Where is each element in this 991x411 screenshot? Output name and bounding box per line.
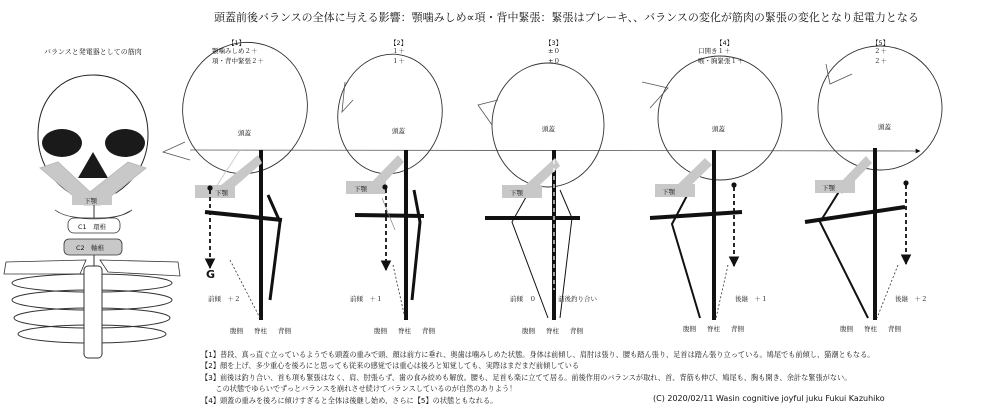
panel-4-id: 【4】 <box>716 39 734 47</box>
panel-5-line2: ２＋ <box>874 57 887 65</box>
panel-2-ventral: 腹側 <box>374 327 387 335</box>
panel-5-jaw: 下顎 <box>822 184 835 192</box>
panel-2-figure <box>328 46 451 320</box>
panel-3-balance: 前傾 ０ <box>510 295 536 303</box>
panel-4-skull: 頭蓋 <box>712 125 725 133</box>
panel-4-dorsal: 背側 <box>731 325 744 333</box>
side-caption: バランスと発電器としての筋肉 <box>44 48 142 56</box>
note-2: 【2】顔を上げ、多少重心を後ろにと思っても従来の感覚では重心は後ろと知覚しても、実際はまだまだ前傾している <box>201 361 580 370</box>
note-3: 【3】前後は釣り合い、首も項も緊張はなく、肩、肘張らず、歯の食み絞めも解放。腰も、足首も楽に立てて居る。前後作用のバランスが取れ、首、背筋も伸び、鳩尾も、胸も開き、余計な緊張がない。 <box>201 373 852 382</box>
c1-label: C1 環椎 <box>78 223 107 231</box>
panel-2-line1: １＋ <box>392 47 405 55</box>
panel-1-id: 【1】 <box>228 39 246 47</box>
panel-3-balance2: 前後釣り合い <box>558 295 597 303</box>
right-clavicle <box>100 260 180 276</box>
note-4: この状態でゆらいでずっとバランスを崩れさせ続けてバランスしているのが自然のありよう！ <box>201 384 517 393</box>
panel-1-jaw: 下顎 <box>215 189 228 197</box>
panel-4-ventral: 腹側 <box>683 325 696 333</box>
left-eye-socket <box>42 129 82 157</box>
skeleton-figure <box>4 75 180 358</box>
panel-1-balance: 前傾 ＋２ <box>208 295 241 303</box>
panel-5-ventral: 腹側 <box>840 325 853 333</box>
panel-2-spine: 脊柱 <box>398 327 411 335</box>
panel-1-line1: 顎噛みしめ２＋ <box>212 47 258 55</box>
panel-2-skull: 頭蓋 <box>392 127 405 135</box>
nose-triangle <box>163 142 190 160</box>
panel-2-dorsal: 背側 <box>422 327 435 335</box>
panel-2-balance: 前傾 ＋１ <box>350 295 383 303</box>
panel-4-line2: 喉・胸緊張１＋ <box>698 57 744 65</box>
note-1: 【1】普段、真っ直ぐ立っているようでも頭蓋の重みで頭、顔は前方に垂れ、奥歯は噛みしめた状態。身体は前傾し、肩肘は張り、腰も踏ん張り、足首は踏ん張り立っている。鳩尾でも前傾し、猫潮ともなる。 <box>201 350 875 359</box>
panel-3-jaw: 下顎 <box>510 189 523 197</box>
panel-3-spine: 脊柱 <box>546 327 559 335</box>
jaw-label: 下顎 <box>84 197 97 205</box>
panel-1-ventral: 腹側 <box>230 327 243 335</box>
skull-label: 頭蓋 <box>87 140 100 148</box>
panel-1-figure <box>163 26 324 320</box>
c2-label: C2 軸椎 <box>76 244 105 252</box>
panel-3-skull: 頭蓋 <box>542 125 555 133</box>
panel-5-skull: 頭蓋 <box>878 123 891 131</box>
panel-3-id: 【3】 <box>545 39 563 47</box>
right-eye-socket <box>105 129 145 157</box>
panel-4-jaw: 下顎 <box>662 188 675 196</box>
panel-5-figure <box>804 32 956 320</box>
panel-4-balance: 後継 ＋１ <box>735 295 768 303</box>
panel-5-balance: 後継 ＋２ <box>895 295 928 303</box>
panel-3-figure <box>478 63 604 320</box>
left-clavicle <box>4 260 86 274</box>
panel-5-spine: 脊柱 <box>864 325 877 333</box>
panel-1-spine: 脊柱 <box>254 327 267 335</box>
panel-5-id: 【5】 <box>872 39 890 47</box>
panel-3-ventral: 腹側 <box>522 327 535 335</box>
panel-5-dorsal: 背側 <box>888 325 901 333</box>
panel-2-jaw: 下顎 <box>354 185 367 193</box>
panel-1-skull: 頭蓋 <box>238 129 251 137</box>
gravity-label: G <box>206 268 216 281</box>
panel-1-line2: 項・背中緊張２＋ <box>212 57 264 65</box>
panel-5-line1: ２＋ <box>874 47 887 55</box>
panel-3-line2: ±０ <box>548 57 560 65</box>
panel-2-line2: １＋ <box>392 57 405 65</box>
sternum <box>84 266 102 358</box>
panel-2-id: 【2】 <box>390 39 408 47</box>
panel-3-line1: ±０ <box>548 47 560 55</box>
panel-4-line1: 口開き１＋ <box>698 47 731 55</box>
panel-3-dorsal: 背側 <box>570 327 583 335</box>
panel-4-spine: 脊柱 <box>707 325 720 333</box>
note-5: 【4】頭蓋の重みを後ろに傾けすぎると全体は後継し始め、さらに【5】の状態ともなれる。 <box>201 396 498 405</box>
credit-line: (C) 2020/02/11 Wasin cognitive joyful juku Fukui Kazuhiko <box>653 394 885 403</box>
mass-dot <box>207 185 212 190</box>
page-title: 頭蓋前後バランスの全体に与える影響：顎噛みしめ∝項・背中緊張：緊張はブレーキ、、バランスの変化が筋肉の緊張の変化となり起電力となる <box>214 11 919 24</box>
panel-1-dorsal: 背側 <box>278 327 291 335</box>
